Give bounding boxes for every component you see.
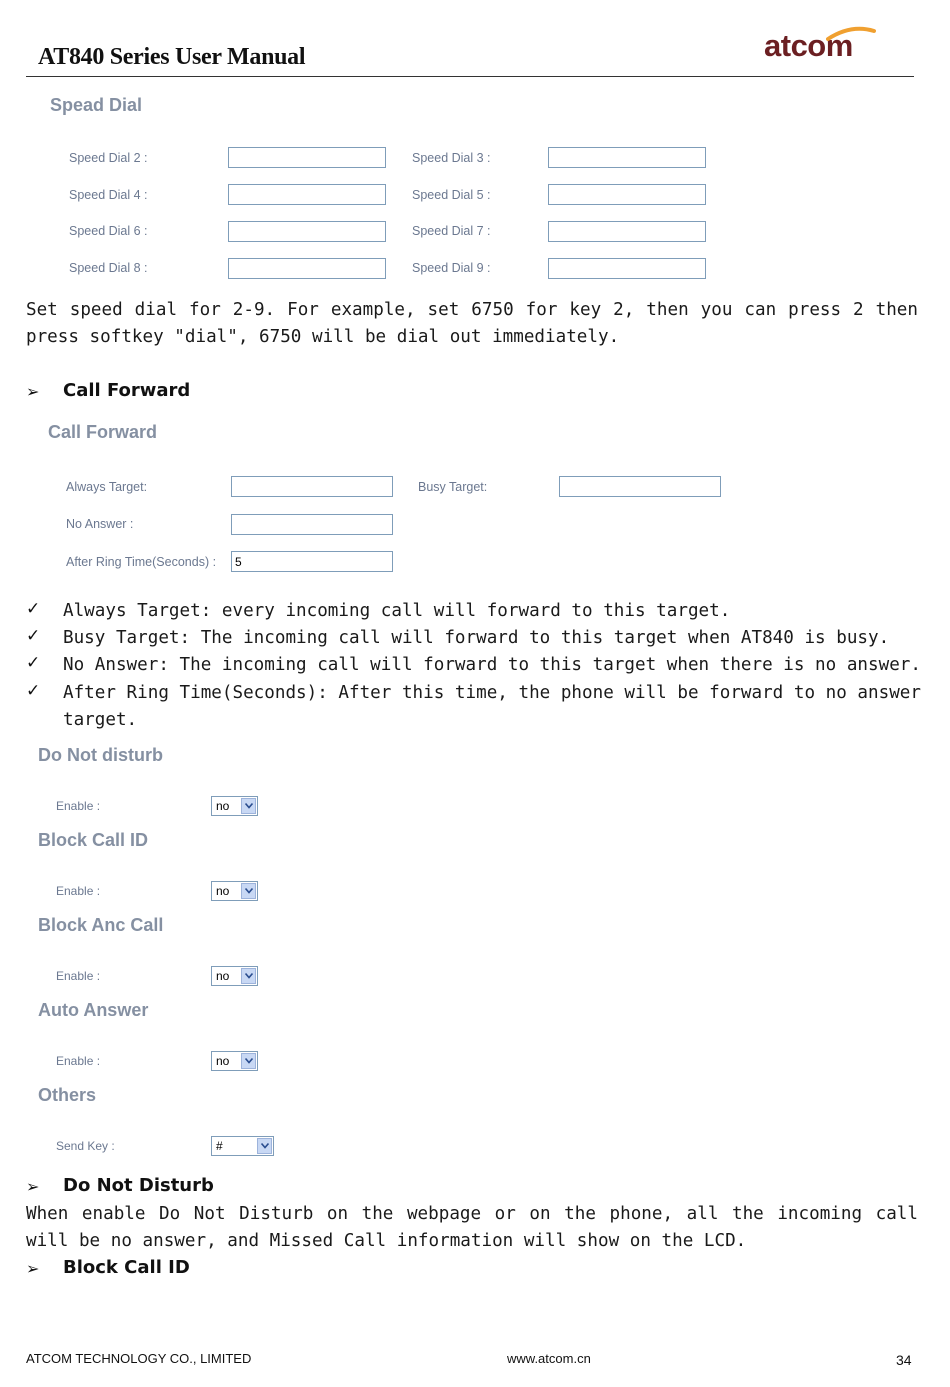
block-anc-call-enable-value: no	[216, 969, 230, 983]
always-target-label: Always Target:	[66, 480, 148, 494]
do-not-disturb-heading: Do Not disturb	[38, 745, 163, 765]
send-key-value: #	[216, 1139, 223, 1153]
speed-dial-6-label: Speed Dial 6 :	[69, 224, 148, 238]
arrowhead-bullet-icon: ➢	[26, 1177, 40, 1196]
block-call-id-enable-value: no	[216, 884, 230, 898]
speed-dial-4-label: Speed Dial 4 :	[69, 188, 148, 202]
call-forward-bullet-heading: Call Forward	[63, 380, 191, 401]
speed-dial-heading: Spead Dial	[50, 95, 143, 115]
block-anc-call-enable-select[interactable]	[211, 966, 258, 986]
chevron-down-icon[interactable]	[241, 798, 256, 814]
note-always-target: Always Target: every incoming call will forward to this target.	[63, 601, 731, 621]
speed-dial-2-label: Speed Dial 2 :	[69, 151, 148, 165]
auto-answer-heading: Auto Answer	[38, 1000, 149, 1020]
document-title: AT840 Series User Manual	[38, 44, 306, 70]
busy-target-input[interactable]	[559, 476, 721, 497]
speed-dial-3-input[interactable]	[548, 147, 706, 168]
dnd-enable-value: no	[216, 799, 230, 813]
chevron-down-icon[interactable]	[257, 1138, 272, 1154]
block-call-id-bullet-heading: Block Call ID	[63, 1257, 190, 1278]
auto-answer-enable-select[interactable]	[211, 1051, 258, 1071]
speed-dial-6-input[interactable]	[228, 221, 386, 242]
speed-dial-4-input[interactable]	[228, 184, 386, 205]
dnd-enable-label: Enable :	[56, 799, 101, 813]
others-heading: Others	[38, 1085, 97, 1105]
auto-answer-enable-label: Enable :	[56, 1054, 101, 1068]
chevron-down-icon[interactable]	[241, 883, 256, 899]
check-mark-icon: ✓	[26, 681, 41, 701]
speed-dial-8-input[interactable]	[228, 258, 386, 279]
arrowhead-bullet-icon: ➢	[26, 1259, 40, 1278]
send-key-label: Send Key :	[56, 1139, 115, 1153]
page-number: 34	[896, 1352, 912, 1368]
no-answer-input[interactable]	[231, 514, 393, 535]
footer-company: ATCOM TECHNOLOGY CO., LIMITED	[26, 1351, 252, 1366]
footer-website: www.atcom.cn	[507, 1351, 591, 1366]
check-mark-icon: ✓	[26, 653, 41, 673]
ring-time-label: After Ring Time(Seconds) :	[66, 555, 217, 569]
always-target-input[interactable]	[231, 476, 393, 497]
speed-dial-description: Set speed dial for 2-9. For example, set 6750 for key 2, then you can press 2 then press softkey "dial", 6750 will be dial out immediately.	[26, 300, 918, 347]
block-anc-call-heading: Block Anc Call	[38, 915, 164, 935]
check-mark-icon: ✓	[26, 599, 41, 619]
block-anc-call-enable-label: Enable :	[56, 969, 101, 983]
chevron-down-icon[interactable]	[241, 968, 256, 984]
speed-dial-8-label: Speed Dial 8 :	[69, 261, 148, 275]
dnd-description: When enable Do Not Disturb on the webpage or on the phone, all the incoming call will be no answer, and Missed Call information will show on the LCD.	[26, 1204, 918, 1251]
no-answer-label: No Answer :	[66, 517, 134, 531]
ring-time-input[interactable]	[231, 551, 393, 572]
speed-dial-5-label: Speed Dial 5 :	[412, 188, 491, 202]
chevron-down-icon[interactable]	[241, 1053, 256, 1069]
note-no-answer: No Answer: The incoming call will forward to this target when there is no answer.	[63, 655, 921, 675]
arrowhead-bullet-icon: ➢	[26, 382, 40, 401]
block-call-id-heading: Block Call ID	[38, 830, 149, 850]
logo-swoosh-icon	[826, 26, 876, 42]
speed-dial-3-label: Speed Dial 3 :	[412, 151, 491, 165]
check-mark-icon: ✓	[26, 626, 41, 646]
block-call-id-enable-label: Enable :	[56, 884, 101, 898]
speed-dial-7-input[interactable]	[548, 221, 706, 242]
atcom-logo: atcom	[764, 28, 853, 63]
speed-dial-9-input[interactable]	[548, 258, 706, 279]
header-divider	[26, 76, 914, 77]
speed-dial-9-label: Speed Dial 9 :	[412, 261, 491, 275]
note-ring-time: After Ring Time(Seconds): After this time, the phone will be forward to no answer target.	[63, 683, 921, 730]
note-busy-target: Busy Target: The incoming call will forward to this target when AT840 is busy.	[63, 628, 890, 648]
do-not-disturb-bullet-heading: Do Not Disturb	[63, 1175, 214, 1196]
speed-dial-5-input[interactable]	[548, 184, 706, 205]
call-forward-heading: Call Forward	[48, 422, 158, 442]
dnd-enable-select[interactable]	[211, 796, 258, 816]
speed-dial-7-label: Speed Dial 7 :	[412, 224, 491, 238]
speed-dial-2-input[interactable]	[228, 147, 386, 168]
block-call-id-enable-select[interactable]	[211, 881, 258, 901]
busy-target-label: Busy Target:	[418, 480, 488, 494]
auto-answer-enable-value: no	[216, 1054, 230, 1068]
send-key-select[interactable]	[211, 1136, 274, 1156]
